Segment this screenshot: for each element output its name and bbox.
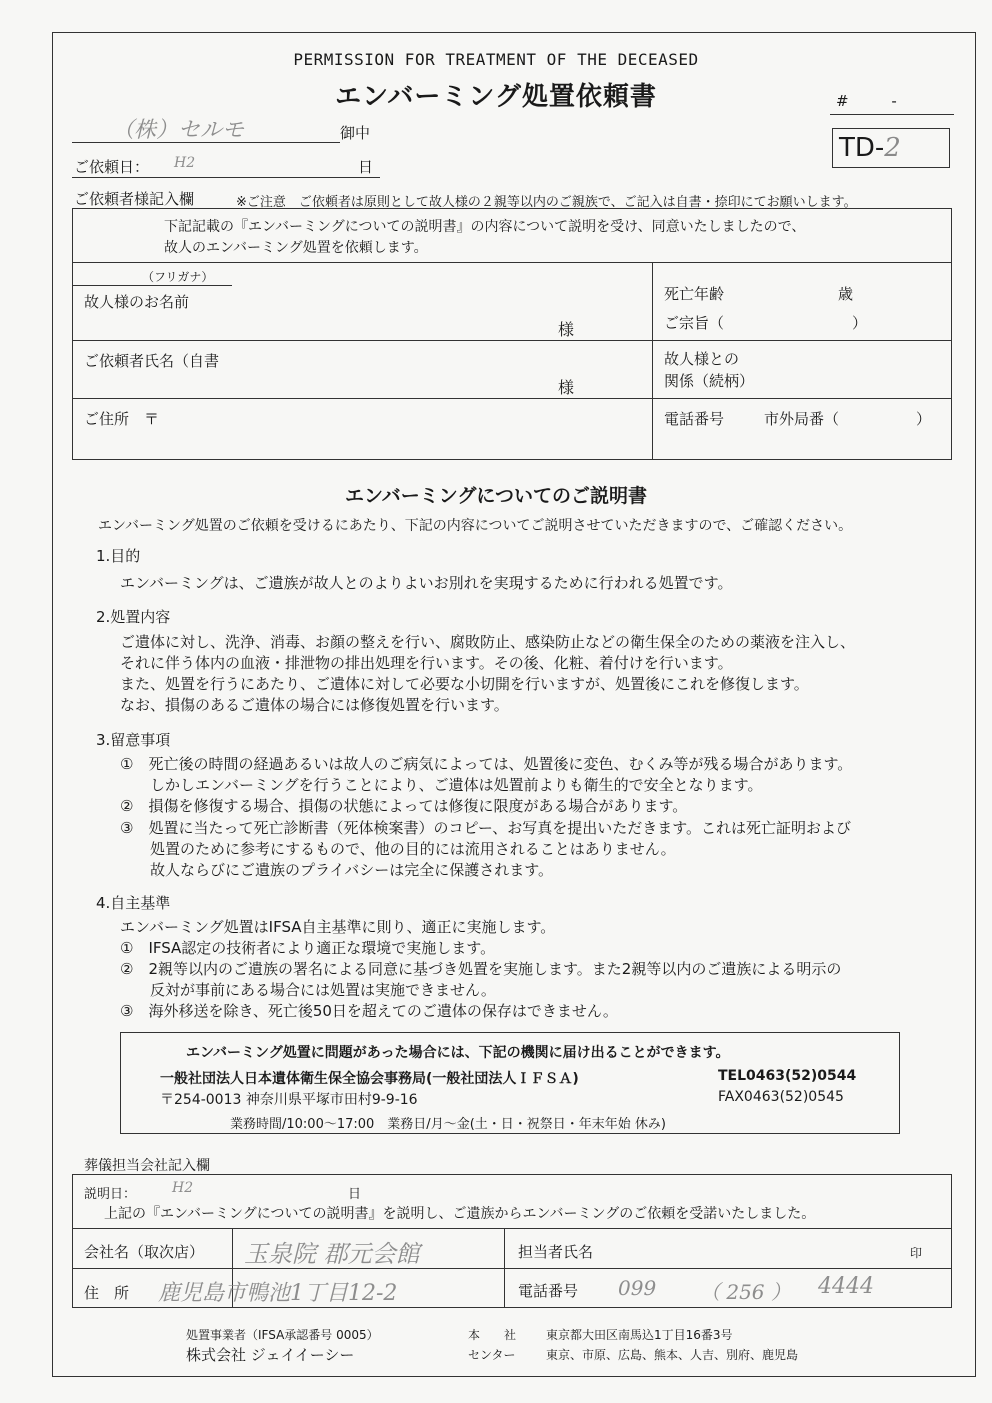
section-2-line-2: それに伴う体内の血液・排泄物の排出処理を行います。その後、化粧、着付けを行います。 bbox=[120, 654, 733, 672]
requester-section-label: ご依頼者様記入欄 bbox=[74, 190, 195, 208]
requester-note: ※ご注意 ご依頼者は原則として故人様の２親等以内のご親族で、ご記入は自書・捺印にてお願いします。 bbox=[236, 195, 857, 210]
section-4-line-3: ② 2親等以内のご遺族の署名による同意に基づき処置を実施します。また2親等以内のご遺族による明示の bbox=[120, 960, 842, 978]
title-japanese: エンバーミング処置依頼書 bbox=[335, 82, 657, 112]
age-label: 死亡年齢 bbox=[664, 285, 725, 303]
section-4-line-4: 反対が事前にある場合には処置は実施できません。 bbox=[120, 981, 496, 999]
section-4-title: 4.自主基準 bbox=[96, 894, 171, 912]
operator-label: 処置事業者（IFSA承認番号 0005） bbox=[186, 1328, 379, 1342]
table-vertical-divider bbox=[652, 262, 653, 460]
funeral-address-handwritten: 鹿児島市鴨池1丁目12-2 bbox=[158, 1281, 398, 1306]
request-date-era: H2 bbox=[174, 155, 196, 171]
relation-label-1: 故人様との bbox=[664, 350, 740, 368]
requester-name-label: ご依頼者氏名（自書 bbox=[84, 352, 220, 370]
age-unit: 歳 bbox=[838, 285, 854, 303]
explanation-intro: エンバーミング処置のご依頼を受けるにあたり、下記の内容についてご説明させていただきますので、ご確認ください。 bbox=[98, 518, 853, 534]
address-label: ご住所 〒 bbox=[84, 410, 160, 428]
operator-company: 株式会社 ジェイイーシー bbox=[186, 1346, 355, 1364]
section-1-title: 1.目的 bbox=[96, 547, 141, 565]
section-4-line-1: エンバーミング処置はIFSA自主基準に則り、適正に実施します。 bbox=[120, 918, 556, 936]
funeral-phone-3: 4444 bbox=[818, 1274, 874, 1299]
number-dash: - bbox=[891, 92, 897, 110]
area-code-label: 市外局番（ bbox=[764, 410, 840, 428]
area-code-close: ） bbox=[916, 410, 932, 428]
request-date-label: ご依頼日： bbox=[74, 158, 150, 176]
request-date-day-label: 日 bbox=[358, 158, 374, 176]
section-3-line-3: ② 損傷を修復する場合、損傷の状態によっては修復に限度がある場合があります。 bbox=[120, 797, 688, 815]
funeral-phone-label: 電話番号 bbox=[518, 1282, 579, 1300]
notice-fax: FAX0463(52)0545 bbox=[718, 1089, 844, 1105]
funeral-phone-1: 099 bbox=[618, 1276, 657, 1300]
notice-tel: TEL0463(52)0544 bbox=[718, 1068, 857, 1084]
section-3-line-2: しかしエンバーミングを行うことにより、ご遺体は処置前よりも衛生的で安全となります。 bbox=[120, 776, 763, 794]
hq-address: 東京都大田区南馬込1丁目16番3号 bbox=[546, 1328, 733, 1342]
td-label: TD- bbox=[839, 133, 885, 163]
deceased-sama: 様 bbox=[558, 320, 575, 339]
religion-label: ご宗旨（ bbox=[664, 314, 725, 332]
funeral-date-day-label: 日 bbox=[348, 1187, 362, 1202]
section-3-line-4: ③ 処置に当たって死亡診断書（死体検案書）のコピー、お写真を提出いただきます。これは死亡証明および bbox=[120, 819, 852, 837]
table-divider-2 bbox=[72, 340, 952, 341]
form-number-field[interactable] bbox=[830, 92, 954, 115]
deceased-name-label: 故人様のお名前 bbox=[84, 293, 190, 311]
center-label: センター bbox=[468, 1348, 516, 1362]
company-handwritten: 玉泉院 郡元会館 bbox=[244, 1240, 420, 1268]
phone-label: 電話番号 bbox=[664, 410, 725, 428]
section-4-line-5: ③ 海外移送を除き、死亡後50日を超えてのご遺体の保存はできません。 bbox=[120, 1002, 618, 1020]
funeral-address-label: 住 所 bbox=[84, 1284, 130, 1302]
request-date-underline bbox=[72, 177, 380, 178]
seal-label: 印 bbox=[910, 1246, 923, 1260]
section-3-line-5: 処置のために参考にするもので、他の目的には流用されることはありません。 bbox=[120, 840, 676, 858]
center-list: 東京、市原、広島、熊本、人吉、別府、鹿児島 bbox=[546, 1348, 799, 1362]
notice-line-1: エンバーミング処置に問題があった場合には、下記の機関に届け出ることができます。 bbox=[186, 1045, 730, 1061]
consent-line-2: 故人のエンバーミング処置を依頼します。 bbox=[164, 240, 428, 256]
section-2-title: 2.処置内容 bbox=[96, 608, 171, 626]
section-2-line-3: また、処置を行うにあたり、ご遺体に対して必要な小切開を行いますが、処置後にこれを修復します。 bbox=[120, 675, 809, 693]
furigana-label: （フリガナ） bbox=[142, 270, 214, 284]
td-code-box bbox=[832, 128, 950, 168]
table-divider-1 bbox=[72, 262, 952, 263]
section-2-line-1: ご遺体に対し、洗浄、消毒、お顔の整えを行い、腐敗防止、感染防止などの衛生保全のための薬液を注入し、 bbox=[120, 633, 856, 651]
funeral-date-label: 説明日： bbox=[84, 1187, 137, 1202]
title-english: PERMISSION FOR TREATMENT OF THE DECEASED bbox=[293, 50, 699, 69]
section-3-line-1: ① 死亡後の時間の経過あるいは故人のご病気によっては、処置後に変色、むくみ等が残る場合があります。 bbox=[120, 755, 853, 773]
company-label: 会社名（取次店） bbox=[84, 1243, 205, 1261]
section-3-line-6: 故人ならびにご遺族のプライバシーは完全に保護されます。 bbox=[120, 861, 554, 879]
section-3-title: 3.留意事項 bbox=[96, 731, 171, 749]
requester-sama: 様 bbox=[558, 378, 575, 397]
number-prefix: # bbox=[836, 92, 849, 110]
staff-label: 担当者氏名 bbox=[518, 1243, 594, 1261]
funeral-statement: 上記の『エンバーミングについての説明書』を説明し、ご遺族からエンバーミングのご依頼を受諾いたしました。 bbox=[104, 1206, 816, 1222]
addressee-company: （株）セルモ bbox=[112, 118, 245, 143]
funeral-date-era: H2 bbox=[172, 1180, 194, 1196]
religion-close: ） bbox=[852, 314, 868, 332]
funeral-divider-2 bbox=[72, 1268, 952, 1269]
notice-address: 〒254-0013 神奈川県平塚市田村9-9-16 bbox=[160, 1092, 418, 1108]
notice-org: 一般社団法人日本遺体衛生保全協会事務局(一般社団法人ＩＦＳＡ) bbox=[160, 1071, 579, 1087]
hq-label: 本 社 bbox=[468, 1328, 517, 1342]
funeral-phone-2: （ 256 ） bbox=[700, 1280, 791, 1304]
funeral-divider-1 bbox=[72, 1228, 952, 1229]
table-divider-3 bbox=[72, 398, 952, 399]
section-2-line-4: なお、損傷のあるご遺体の場合には修復処置を行います。 bbox=[120, 696, 509, 714]
explanation-title: エンバーミングについてのご説明書 bbox=[345, 485, 647, 507]
funeral-section-label: 葬儀担当会社記入欄 bbox=[84, 1158, 210, 1174]
addressee-suffix: 御中 bbox=[340, 124, 371, 142]
td-value: 2 bbox=[884, 133, 901, 163]
relation-label-2: 関係（続柄） bbox=[664, 372, 755, 390]
addressee-underline bbox=[72, 142, 340, 143]
furigana-divider bbox=[72, 285, 232, 286]
notice-hours: 業務時間/10:00～17:00 業務日/月～金(土・日・祝祭日・年末年始 休み) bbox=[230, 1117, 666, 1132]
consent-line-1: 下記記載の『エンバーミングについての説明書』の内容について説明を受け、同意いたしましたので、 bbox=[164, 219, 806, 235]
section-4-line-2: ① IFSA認定の技術者により適正な環境で実施します。 bbox=[120, 939, 496, 957]
section-1-text: エンバーミングは、ご遺族が故人とのよりよいお別れを実現するために行われる処置です。 bbox=[120, 574, 733, 592]
